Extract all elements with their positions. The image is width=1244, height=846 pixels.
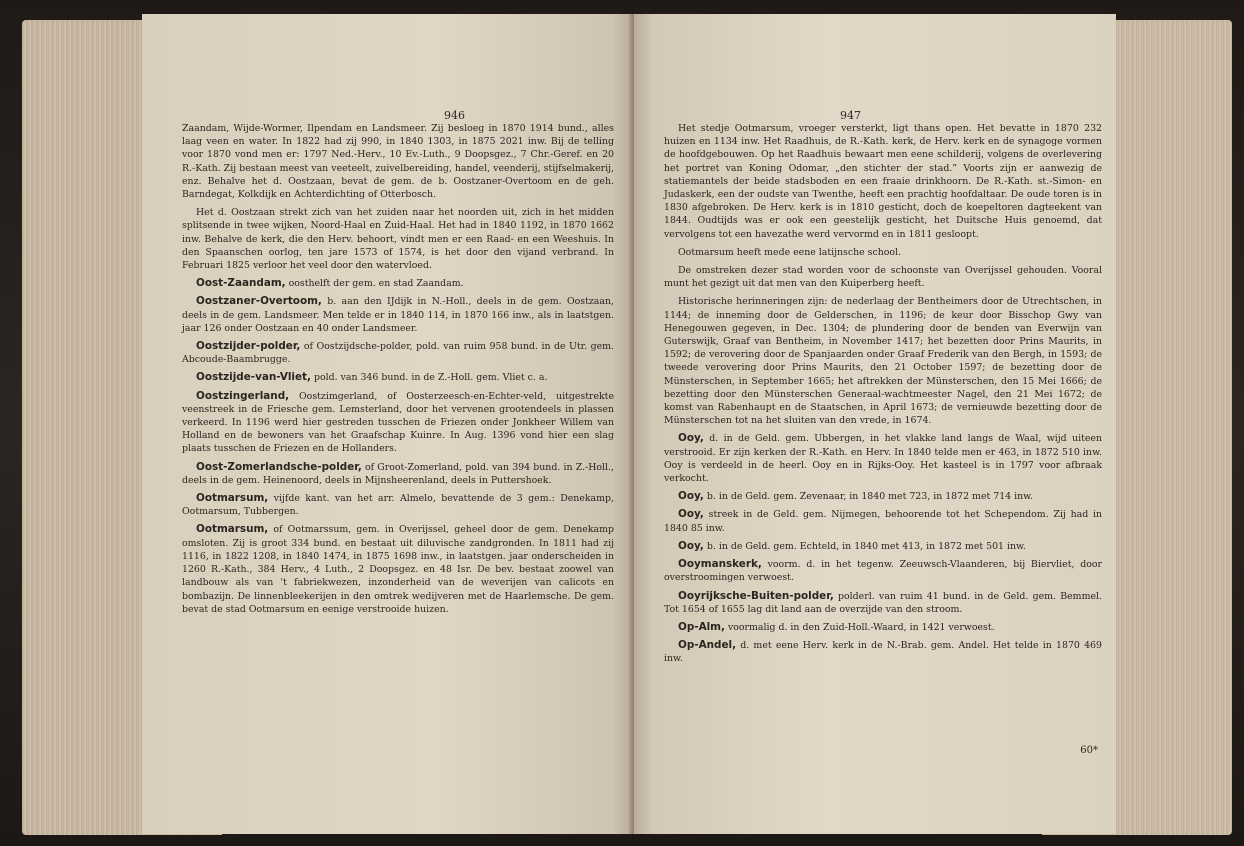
- entry-headword: Oost-Zaandam,: [196, 277, 286, 290]
- paragraph: [182, 461, 614, 487]
- entry-headword: Oostzingerland,: [196, 389, 290, 402]
- paragraph: [182, 492, 614, 518]
- entry-text: b. in de Geld. gem. Echteld, in 1840 met 413, in 1872 met 501 inw.: [703, 540, 1026, 552]
- entry-text: b. in de Geld. gem. Zevenaar, in 1840 met 723, in 1872 met 714 inw.: [703, 491, 1034, 503]
- entry-headword: Ooy,: [678, 508, 704, 521]
- paragraph: [664, 590, 1102, 616]
- entry-headword: Oostzaner-Overtoom,: [196, 295, 322, 308]
- entry-text: Historische herinneringen zijn: de nederlaag der Bentheimers door de Utrechtschen, in 1144; de inneming door de Gelderschen, in 1196; de keur door Bisschop Gwy van Henegouwen gegeven, in Dec. 1304; de plundering door de benden van Everwijn van Guterswijk, Graaf van Bentheim, in November 1417; het bezetten door Prins Maurits, in 1592; de verovering door de Spanjaarden onder Graaf Frederik van den Bergh, in 1593; de tweede verovering door Prins Maurits, den 21 October 1597; de bezetting door de Münsterschen, in September 1665; het aftrekken der Münsterschen, den 15 Mei 1666; de bezetting door den Münsterschen Generaal-wachtmeester Nagel, den 21 Mei 1672; de komst van Rabenhaupt en de Staatschen, in April 1673; de vernieuwde bezetting door de Münsterschen tot na het sluiten van den vrede, in 1674.: [664, 296, 1102, 427]
- entry-headword: Op-Andel,: [678, 639, 737, 652]
- entry-text: vijfde kant. van het arr. Almelo, bevattende de 3 gem.: Denekamp, Ootmarsum, Tubbergen.: [182, 493, 614, 518]
- paragraph: [664, 540, 1102, 553]
- entry-text: voormalig d. in den Zuid-Holl.-Waard, in 1421 verwoest.: [724, 621, 995, 633]
- entry-text: voorm. d. in het tegenw. Zeeuwsch-Vlaanderen, bij Biervliet, door overstroomingen verwoest.: [664, 559, 1102, 584]
- right-page: [634, 14, 1116, 834]
- entry-text: Ootmarsum heeft mede eene latijnsche school.: [678, 246, 902, 258]
- entry-headword: Oostzijder-polder,: [196, 340, 301, 353]
- entry-headword: Oostzijde-van-Vliet,: [196, 371, 311, 384]
- entry-text: De omstreken dezer stad worden voor de schoonste van Overijssel gehouden. Vooral munt het gezigt uit dat men van den Kuiperberg heeft.: [664, 265, 1102, 290]
- entry-text: of Ootmarssum, gem. in Overijssel, geheel door de gem. Denekamp omsloten. Zij is groot 334 bund. en bestaat uit diluvische zandgronden. In 1811 had zij 1116, in 1822 1208, in 1840 1474, in 1875 1698 inw., in laatstgen. jaar onderscheiden in 1260 R.-Kath., 384 Herv., 4 Luth., 2 Doopsgez. en 48 Isr. De bev. bestaat zoowel van landbouw als van 't fabriekwezen, inzonderheid van de weverijen van calicots en bombazijn. De linnenbleekerijen in den omtrek wedijveren met de Haarlemsche. De gem. bevat de stad Ootmarsum en eenige verstrooide huizen.: [182, 524, 614, 615]
- paragraph: [182, 340, 614, 366]
- open-book: [22, 10, 1232, 840]
- entry-headword: Ooyrijksche-Buiten-polder,: [678, 589, 834, 602]
- paragraph: [182, 523, 614, 615]
- left-page-number: 946: [444, 109, 465, 122]
- paragraph: [182, 295, 614, 335]
- entry-text: Het stedje Ootmarsum, vroeger versterkt, ligt thans open. Het bevatte in 1870 232 huizen en 1134 inw. Het Raadhuis, de R.-Kath. kerk, de Herv. kerk en de synagoge vormen de hoofdgebouwen. Op het Raadhuis bewaart men eene schilderij, volgens de overlevering het portret van Koning Odomar, „den stichter der stad.” Voorts zijn er aanwezig de statiemantels der beide stadsboden en een fraaie drinkhoorn. De R.-Kath. st.-Simon- en Judaskerk, een der oudste van Twenthe, heeft een prachtig hoofdaltaar. De oude toren is in 1830 afgebroken. De Herv. kerk is in 1810 gesticht, doch de koepeltoren dagteekent van 1844. Oudtijds was er ook een geestelijk gesticht, het Duitsche Huis genoemd, dat vervolgens tot een havezathe werd vervormd en in 1811 gesloopt.: [664, 123, 1102, 240]
- entry-text: Zaandam, Wijde-Wormer, Ilpendam en Landsmeer. Zij besloeg in 1870 1914 bund., alles laag veen en water. In 1822 had zij 990, in 1840 1303, in 1875 2021 inw. Bij de telling voor 1870 vond men er: 1797 Ned.-Herv., 10 Ev.-Luth., 9 Doopsgez., 7 Chr.-Geref. en 20 R.-Kath. Zij bestaan meest van veeteelt, zuivelbereiding, handel, veenderij, stijfselmakerij, enz. Behalve het d. Oostzaan, bevat de gem. de b. Oostzaner-Overtoom en de geh. Barndegat, Kolkdijk en Achterdichting of Otterbosch.: [182, 123, 614, 201]
- paragraph: [664, 295, 1102, 427]
- right-page-number: 947: [840, 109, 861, 122]
- right-page-text: [664, 122, 1102, 671]
- paragraph: [664, 558, 1102, 584]
- paragraph: [182, 390, 614, 456]
- paragraph: [182, 277, 614, 290]
- entry-text: b. aan den IJdijk in N.-Holl., deels in de gem. Oostzaan, deels in de gem. Landsmeer. Men telde er in 1840 114, in 1870 166 inw., als in laatstgen. jaar 126 onder Oostzaan en 40 onder Landsmeer.: [182, 296, 614, 334]
- entry-headword: Ooy,: [678, 432, 704, 445]
- paragraph: [182, 122, 614, 201]
- entry-headword: Oost-Zomerlandsche-polder,: [196, 460, 362, 473]
- entry-headword: Ooy,: [678, 539, 704, 552]
- paragraph: [664, 508, 1102, 534]
- entry-headword: Ootmarsum,: [196, 523, 269, 536]
- left-page: [142, 14, 632, 834]
- entry-text: of Groot-Zomerland, pold. van 394 bund. in Z.-Holl., deels in de gem. Heinenoord, deels in Mijnsheerenland, deels in Puttershoek.: [182, 461, 614, 486]
- paragraph: [182, 371, 614, 384]
- entry-headword: Op-Alm,: [678, 620, 725, 633]
- paragraph: [664, 639, 1102, 665]
- entry-text: Oostzimgerland, of Oosterzeesch-en-Echter-veld, uitgestrekte veenstreek in de Friesche gem. Lemsterland, door het vervenen grootendeels in plassen verkeerd. In 1196 werd hier gestreden tusschen de Friezen onder Jonkheer Willem van Holland en de bewoners van het Graafschap Kuinre. In Aug. 1396 vond hier een slag plaats tusschen de Friezen en de Hollanders.: [182, 390, 614, 455]
- entry-text: d. in de Geld. gem. Ubbergen, in het vlakke land langs de Waal, wijd uiteen verstrooid. Er zijn kerken der R.-Kath. en Herv. In 1840 telde men er 463, in 1872 510 inw. Ooy is verdeeld in de heerl. Ooy en in Rijks-Ooy. Het kasteel is in 1797 voor afbraak verkocht.: [664, 433, 1102, 485]
- entry-text: of Oostzijdsche-polder, pold. van ruim 958 bund. in de Utr. gem. Abcoude-Baambrugge.: [182, 341, 614, 366]
- left-page-text: [182, 122, 614, 621]
- entry-text: polderl. van ruim 41 bund. in de Geld. gem. Bemmel. Tot 1654 of 1655 lag dit land aan de overzijde van den stroom.: [664, 590, 1102, 615]
- paragraph: [182, 206, 614, 272]
- entry-text: d. met eene Herv. kerk in de N.-Brab. gem. Andel. Het telde in 1870 469 inw.: [664, 640, 1102, 665]
- paragraph: [664, 490, 1102, 503]
- entry-headword: Ooymanskerk,: [678, 558, 762, 571]
- entry-text: Het d. Oostzaan strekt zich van het zuiden naar het noorden uit, zich in het midden splitsende in twee wijken, Noord-Haal en Zuid-Haal. Het had in 1840 1192, in 1870 1662 inw. Behalve de kerk, die den Herv. behoort, vindt men er een Raad- en een Weeshuis. In den Spaanschen oorlog, ten jare 1573 of 1574, is het door den vijand verbrand. In Februari 1825 verloor het veel door den watervloed.: [182, 207, 614, 272]
- signature-mark: 60*: [1080, 745, 1098, 756]
- entry-text: oosthelft der gem. en stad Zaandam.: [285, 278, 464, 290]
- paragraph: [664, 246, 1102, 259]
- paragraph: [664, 264, 1102, 290]
- paragraph: [664, 122, 1102, 241]
- entry-headword: Ootmarsum,: [196, 492, 269, 505]
- entry-text: pold. van 346 bund. in de Z.-Holl. gem. Vliet c. a.: [310, 372, 548, 384]
- entry-text: streek in de Geld. gem. Nijmegen, behoorende tot het Schependom. Zij had in 1840 85 inw.: [664, 509, 1102, 534]
- paragraph: [664, 432, 1102, 485]
- paragraph: [664, 621, 1102, 634]
- entry-headword: Ooy,: [678, 490, 704, 503]
